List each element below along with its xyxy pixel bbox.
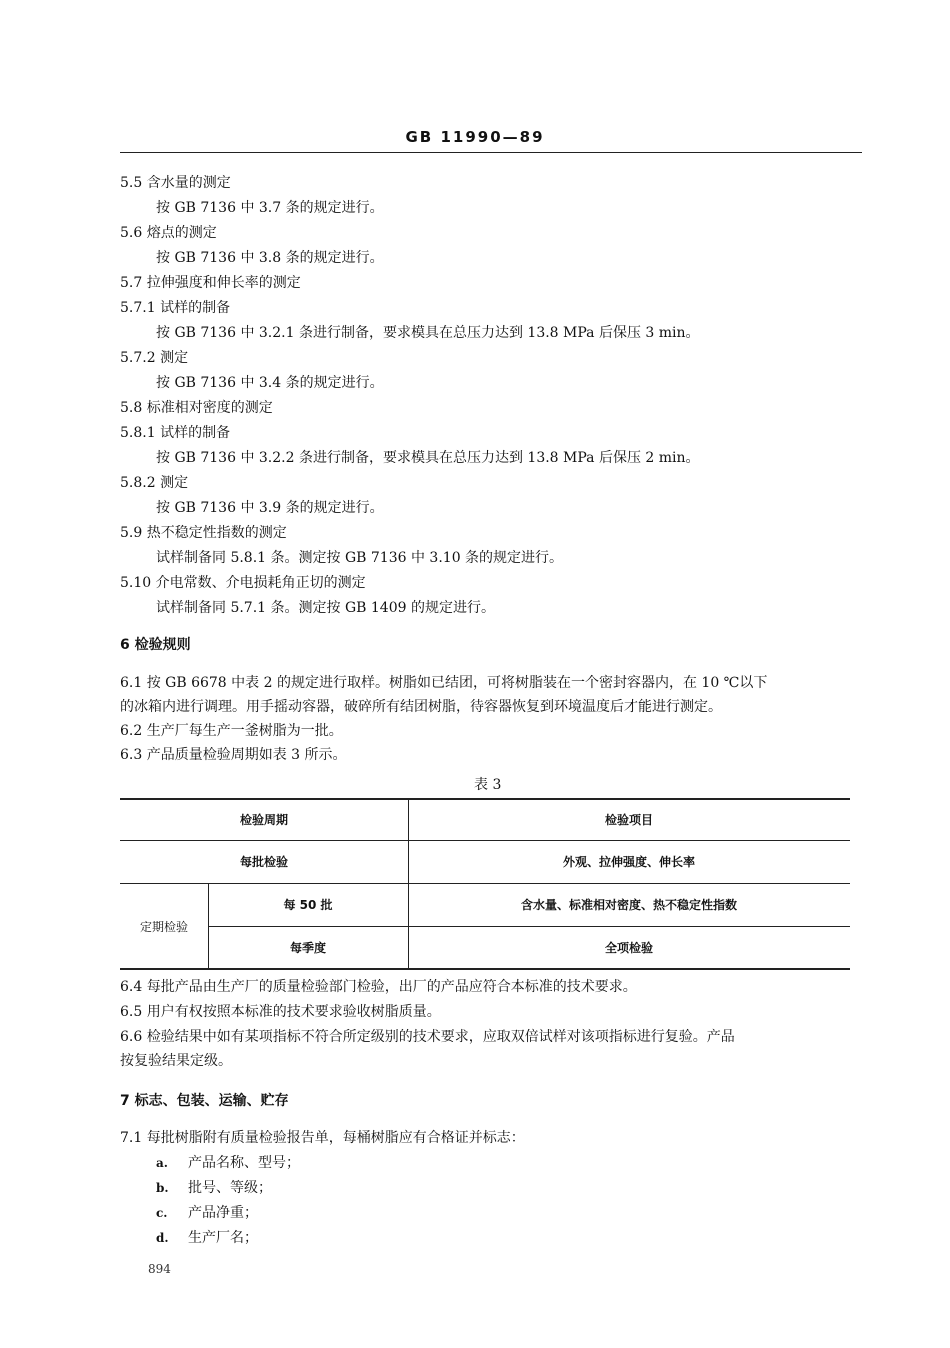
- table-cell: 外观、拉伸强度、伸长率: [562, 855, 695, 869]
- list-item-key: d.: [156, 1231, 169, 1245]
- para-6-6-line1: 6.6 检验结果中如有某项指标不符合所定级别的技术要求，应取双倍试样对该项指标进行复验。产品: [120, 1029, 735, 1045]
- para-6-1-line2: 的冰箱内进行调理。用手摇动容器，破碎所有结团树脂，待容器恢复到环境温度后才能进行测定。: [120, 699, 722, 715]
- heading-5-9: 5.9 热不稳定性指数的测定: [120, 525, 287, 541]
- heading-5-7: 5.7 拉伸强度和伸长率的测定: [120, 275, 301, 291]
- table-caption: 表 3: [474, 777, 502, 793]
- table-cell-group: 定期检验: [139, 920, 188, 934]
- para-6-6-line2: 按复验结果定级。: [120, 1053, 232, 1069]
- section-7-title: 7 标志、包装、运输、贮存: [120, 1093, 289, 1109]
- heading-5-8: 5.8 标准相对密度的测定: [120, 400, 273, 416]
- table-bottom-rule: [120, 968, 850, 970]
- para-6-1-line1: 6.1 按 GB 6678 中表 2 的规定进行取样。树脂如已结团，可将树脂装在一个密封容器内，在 10 ℃以下: [120, 675, 768, 691]
- list-item: 产品净重；: [188, 1205, 258, 1221]
- para-7-1: 7.1 每批树脂附有质量检验报告单，每桶树脂应有合格证并标志：: [120, 1130, 525, 1146]
- table-cell: 每季度: [289, 941, 326, 955]
- table-rule: [120, 840, 850, 841]
- table-cell: 全项检验: [604, 941, 653, 955]
- table-3: [120, 798, 850, 970]
- table-cell: 每批检验: [239, 855, 288, 869]
- table-header-items: 检验项目: [604, 813, 653, 827]
- heading-5-7-2: 5.7.2 测定: [120, 350, 189, 366]
- text-line: 试样制备同 5.8.1 条。测定按 GB 7136 中 3.10 条的规定进行。: [156, 550, 564, 566]
- section-6-title: 6 检验规则: [120, 637, 191, 653]
- page-number: 894: [148, 1262, 171, 1276]
- text-line: 试样制备同 5.7.1 条。测定按 GB 1409 的规定进行。: [156, 600, 495, 616]
- para-6-2: 6.2 生产厂每生产一釜树脂为一批。: [120, 723, 343, 739]
- heading-5-7-1: 5.7.1 试样的制备: [120, 300, 231, 316]
- list-item-key: b.: [156, 1181, 169, 1195]
- heading-5-5: 5.5 含水量的测定: [120, 175, 231, 191]
- heading-5-8-1: 5.8.1 试样的制备: [120, 425, 231, 441]
- table-cell: 每 50 批: [283, 898, 333, 912]
- list-item: 批号、等级；: [188, 1180, 272, 1196]
- text-line: 按 GB 7136 中 3.8 条的规定进行。: [156, 250, 384, 266]
- table-cell: 含水量、标准相对密度、热不稳定性指数: [520, 898, 737, 912]
- text-line: 按 GB 7136 中 3.4 条的规定进行。: [156, 375, 384, 391]
- page-header-standard: GB 11990—89: [405, 128, 545, 146]
- text-line: 按 GB 7136 中 3.7 条的规定进行。: [156, 200, 384, 216]
- text-line: 按 GB 7136 中 3.9 条的规定进行。: [156, 500, 384, 516]
- list-item: 生产厂名；: [188, 1230, 258, 1246]
- heading-5-10: 5.10 介电常数、介电损耗角正切的测定: [120, 575, 366, 591]
- table-header-period: 检验周期: [239, 813, 288, 827]
- list-item: 产品名称、型号；: [188, 1155, 300, 1171]
- text-line: 按 GB 7136 中 3.2.1 条进行制备，要求模具在总压力达到 13.8 MPa 后保压 3 min。: [156, 325, 700, 341]
- list-item-key: c.: [156, 1206, 168, 1220]
- heading-5-8-2: 5.8.2 测定: [120, 475, 189, 491]
- table-top-rule: [120, 798, 850, 800]
- para-6-3: 6.3 产品质量检验周期如表 3 所示。: [120, 747, 347, 763]
- para-6-4: 6.4 每批产品由生产厂的质量检验部门检验，出厂的产品应符合本标准的技术要求。: [120, 979, 637, 995]
- para-6-5: 6.5 用户有权按照本标准的技术要求验收树脂质量。: [120, 1004, 441, 1020]
- header-rule: [120, 152, 862, 153]
- list-item-key: a.: [156, 1156, 168, 1170]
- text-line: 按 GB 7136 中 3.2.2 条进行制备，要求模具在总压力达到 13.8 MPa 后保压 2 min。: [156, 450, 700, 466]
- table-rule: [120, 883, 850, 884]
- table-rule: [208, 926, 850, 927]
- heading-5-6: 5.6 熔点的测定: [120, 225, 217, 241]
